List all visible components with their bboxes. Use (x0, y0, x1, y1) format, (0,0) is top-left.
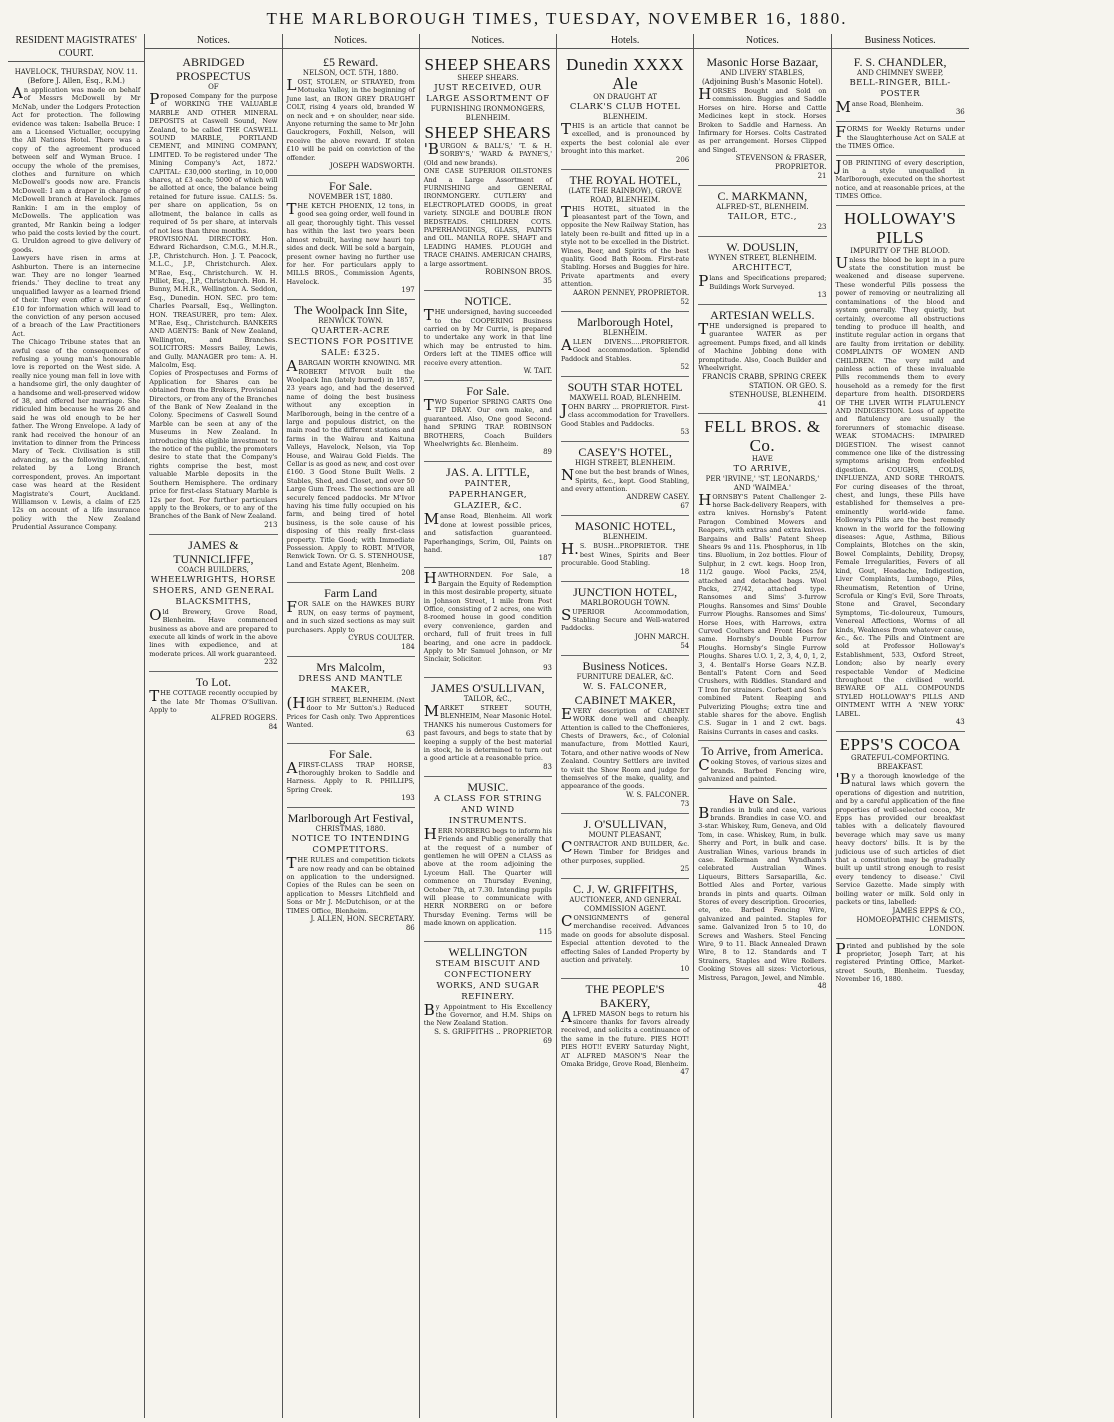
advertisement (836, 206, 965, 732)
ad-title: NOTICE. (464, 294, 512, 309)
ad-title: C. MARKMANN, (717, 189, 808, 204)
ad-num: 35 (543, 277, 552, 286)
ad-body: 'By a thorough knowledge of the natural laws which govern the operations of digestion and nutrition, and by a careful application of the fine properties of well-selected cocoa, Mr Epps has provided our breakfast tables with a delicately flavoured beverage which may save us many heavy doctors' bills. It is by the judicious use of such articles of diet that a constitution may be gradually built up until strong enough to resist every tendency to disease.' Civil Service Gazette. Made simply with boiling water or milk. Sold only in packets or tins, labelled: (835, 770, 965, 907)
advertisement (287, 52, 415, 176)
advertisement (561, 516, 689, 581)
advertisement (424, 678, 552, 777)
ad-body: Printed and published by the sole proprietor, Joseph Tarr, at his registered Printing Office, Market-street South, Blenheim. Tuesday, November 16, 1880. (835, 939, 965, 984)
ad-num: 13 (817, 291, 827, 300)
ad-num: 43 (955, 718, 965, 726)
column-6 (694, 34, 831, 1418)
ad-sig: AARON PENNEY, PROPRIETOR. (572, 288, 690, 297)
ad-body: (HIGH STREET, BLENHEIM. (Next door to Mr Sutton's.) Reduced Prices for Cash only. Two Apprentices Wanted. (286, 693, 415, 730)
ad-sig: FRANCIS CRABB, SPRING CREEK STATION. OR GEO. S. STENHOUSE, BLENHEIM. (702, 372, 827, 399)
ad-title: SHEEP SHEARS (424, 123, 552, 142)
ad-body: SUPERIOR Accommodation, Stabling Secure and Well-watered Paddocks. (561, 605, 690, 633)
advertisement (424, 777, 552, 942)
ad-title: ABRIDGED PROSPECTUS (176, 55, 251, 83)
advertisement (424, 381, 552, 462)
ad-title: Mrs Malcolm, (316, 659, 385, 674)
ad-body: ABARGAIN WORTH KNOWING. MR ROBERT M'IVOR built the Woolpack Inn (lately burned) in 1857, 23 years ago, and had the deserved name of doing the best business without any exception in Marlborough, being in the centre of a large and populous district, on the main road to the different stations and farms in the Wairau and Kaituna Valleys, Havelock, Nelson, via Top House, and Wairau Gold Fields. The Cellar is as good as new, and cost over £160. 3 Good Stone Built Wells. 2 Stables, Shed, and Closet, and over 50 Large Gum Trees. The sections are all securely fenced paddocks. Mr M'Ivor having his time fully occupied on his farm, and being tired of hotel business, is the sole cause of his disposing of this really first-class property. Title Good; with Immediate Possession. Apply to ROBT. M'IVOR, Renwick Town. Or G. S. STENHOUSE, Land and Estate Agent, Blenheim. (286, 357, 415, 569)
ad-num: 54 (680, 641, 690, 650)
ad-body: Manse Road, Blenheim. All work done at lowest possible prices, and satisfaction guaranteed. Paperhangings, Scrim, Oil, Paints on hand. (423, 510, 552, 554)
ad-sub: PER 'IRVINE,' 'ST. LEONARDS,' AND 'WAIMEA.' (705, 474, 820, 492)
ad-body: Proposed Company for the purpose of WORKING THE VALUABLE MARBLE AND OTHER MINERAL DEPOSITS at Caswell Sound, New Zealand, to be called THE CASWELL SOUND MARBLE, PORTLAND CEMENT, and MINING COMPANY, LIMITED. To be registered under 'The Mining Company's Act, 1872.' CAPITAL: £30,000 sterling, in 10,000 shares, at £3 each; 5000 of which will be allotted at once, the balance being retained for future issue. CALLS: 5s. per share on application, 5s on allotment, the balance in calls as required of 5s per share, at intervals of not less than three months. (149, 90, 278, 235)
ad-body: An application was made on behalf of Messrs McDowell by Mr McNab, under the Lodgers Protection Act for protection. The following evidence was taken: Isabella Bruce: I am a Licensed Victualler, occupying the All Nations Hotel. There was a copy of the agreement produced between self and Wyman Bruce. I occupy the whole of the premises, clothes and furniture on which McDowell's goods now are. Francis McDowell: I am a draper in charge of McDowell branch at Havelock. James Rankin: I am in the employ of McDowells. The application was granted, Mr Rankin being a lodger who paid the costs levied by the court. G. Uruldon agreed to give delivery of goods. (12, 84, 141, 254)
ad-body: THE COTTAGE recently occupied by the late Mr Thomas O'Sullivan. Apply to (149, 687, 278, 714)
ad-title: SHEEP SHEARS (424, 55, 552, 74)
ad-body: By Appointment to His Excellency the Governor, and H.M. Ships on the New Zealand Station. (423, 1000, 552, 1028)
ad-num: 41 (817, 399, 827, 408)
ad-sig: STEVENSON & FRASER, PROPRIETOR. (735, 154, 827, 172)
advertisement (561, 814, 689, 879)
ad-sub: ON DRAUGHT AT (593, 93, 658, 101)
ad-sig: J. ALLEN, HON. SECRETARY. (310, 915, 415, 923)
ad-title: CABINET MAKER, (574, 692, 676, 707)
ad-num: 73 (680, 799, 690, 808)
advertisement (698, 305, 826, 413)
ad-num: 93 (543, 663, 552, 672)
ad-num: 18 (680, 567, 690, 576)
ad-num: 86 (405, 924, 415, 932)
advertisement (836, 939, 965, 988)
column-heading: Notices. (694, 34, 830, 49)
ad-sig: ALFRED ROGERS. (210, 714, 278, 723)
ad-title: ARCHITECT, (732, 263, 793, 274)
advertisement (12, 65, 140, 536)
ad-title: BELL-RINGER, BILL-POSTER (849, 78, 951, 99)
ad-body: FOR SALE on the HAWKES BURY RUN, on easy terms of payment, and in such sized sections as may suit purchasers. Apply to (286, 598, 415, 634)
ad-body: HORNSBY'S Patent Challenger 2-horse Back-delivery Reapers, with extra knives. Hornsby's Patent Paragon Combined Mowers and Reapers, with extras and extra knives. Bargains and Balls' Patent Sheep Shears 9s and 11s. Phosphorus, in 1lb tins. Bluolium, in 2oz bottles. Flour of Sulphur, in 2 cwt. kegs. Hoop Iron, 11/2 gauge. Wool Packs, 25/4, attached and detached bags. Wool Packs, 27/42, attached type. Ransomes and Sims' 3-furrow Ploughs. Ransomes and Sims' Double Furrow Ploughs. Ransomes and Sims' Horse Hoes, with Harrows, extra Curved Coulters and Front Hoes for same. Hornsby's Double Furrow Ploughs. Hornsby's Single Furrow Ploughs. Shares U.O. 1, 2, 3, 4, 0, 1, 2, 3, 4. Bentall's Horse Gears N.Z.B. Bentall's Patent Corn and Seed Crushers, with Riddles. Standard and T Iron for strainers. Corbett and Son's combined Patent Reaping and Pulverizing Ploughs; extra tine and stable shares for the above. English C.S. Sugar in 1 and 2 cwt. bags. Raisins Currants in cases and casks. (698, 490, 827, 736)
column-2 (145, 34, 282, 1418)
ad-body: AFIRST-CLASS TRAP HORSE, thoroughly broken to Saddle and Harness. Apply to R. PHILLIPS, Spring Creek. (286, 758, 415, 794)
ad-sub: IMPURITY OF THE BLOOD. (850, 246, 950, 255)
ad-num: 52 (680, 297, 690, 306)
advertisement (149, 672, 277, 736)
column-heading: Notices. (283, 34, 419, 49)
ad-body: THE undersigned is prepared to guarantee WATER as per agreement. Pumps fixed, and all kinds of Machine Jobbing done with promptitude. Also, Coach Builder and Wheelwright. (698, 320, 827, 373)
ad-sub: BLENHEIM. (602, 533, 648, 542)
ad-title: The Woolpack Inn Site, (293, 303, 408, 318)
ad-sub: BLENHEIM. (602, 328, 648, 337)
ad-body: Lawyers have risen in arms at Ashburton. There is an internecine war. They are no longer 'learned friends.' They decline to treat any unqualified lawyer as a learned friend of their. They even offer a reward of £10 for information which will lead to the conviction of any person accused of a breach of the Law Practitioners Act. (12, 254, 141, 338)
ad-num: 25 (680, 865, 690, 874)
advertisement (698, 789, 826, 996)
advertisement (561, 582, 689, 656)
ad-sig: S. S. GRIFFITHS .. PROPRIETOR (434, 1027, 552, 1036)
ad-title: ARTESIAN WELLS. (710, 308, 815, 323)
ad-num: 115 (538, 927, 552, 936)
ad-body: Plans and Specifications prepared; Buildings Work Surveyed. (698, 272, 827, 291)
ad-num: 187 (538, 554, 552, 563)
ad-sub: ALFRED-ST., BLENHEIM. (716, 203, 809, 212)
advertisement (561, 442, 689, 516)
column-heading: Hotels. (557, 34, 693, 49)
ad-sub: CHRISTMAS, 1880. (315, 825, 386, 834)
advertisement (836, 156, 965, 206)
advertisement (424, 568, 552, 677)
ad-body: CONTRACTOR AND BUILDER, &c. Hewn Timber for Bridges and other purposes, supplied. (561, 837, 690, 865)
ad-title: JAMES & TUNNICLIFFE, (173, 537, 254, 566)
ad-num: 47 (680, 1068, 690, 1077)
advertisement (287, 657, 415, 744)
ad-num: 206 (675, 155, 690, 164)
ad-sub: (Before J. Allen, Esq., R.M.) (27, 77, 125, 85)
ad-sub: MARLBOROUGH TOWN. (580, 598, 670, 607)
ad-title: HOLLOWAY'S PILLS (843, 208, 957, 247)
ad-title: JAMES O'SULLIVAN, (431, 680, 545, 695)
ad-body: Unless the blood be kept in a pure state the constitution must be weakened and disease supervene. These wonderful Pills possess the power of removing or neutralizing all contaminations of the blood and system generally. They quietly, but certainly, overcome all obstructions tending to produce ill health, and institute regular action in organs that are faulty from irritation or debility. COMPLAINTS OF WOMEN AND CHILDREN. The very mild and painless action of these invaluable Pills recommends them to every household as a remedy for the first departure from health. DISORDERS OF THE LIVER WITH FLATULENCY AND INDIGESTION. Loss of appetite and flatulency are usually the forerunners of stomachic disease. WEAK STOMACHS: IMPAIRED DIGESTION. The wisest cannot commence one like of the distressing symptoms arising from enfeebled digestion. COUGHS, COLDS, INFLUENZA, AND SORE THROATS. For curing diseases of the throat, chest, and lungs, these Pills have established for themselves a pre-eminently world-wide fame. Holloway's Pills are the best remedy known in the world for the following diseases: Ague, Asthma, Bilious Complaints, Blotches on the skin, Bowel Complaints, Debility, Dropsy, Female Irregularities, Fevers of all kind, Gout, Headache, Indigestion, Liver Complaints, Lumbago, Piles, Rheumatism, Retention of Urine, Scrofula or King's Evil, Sore Throats, Stone and Gravel, Secondary Symptoms, Tic-doloureux, Tumours, Venereal Affections, Worms of all kinds, Weakness from whatever cause, &c., &c. The Pills and Ointment are sold at Professor Holloway's Establishment, 533, Oxford Street, London; also by nearly every respectable Vendor of Medicine throughout the civilised world. BEWARE OF ALL COMPOUNDS STYLED HOLLOWAY'S PILLS AND OINTMENT WITH A 'NEW YORK' LABEL. (835, 253, 965, 718)
ad-title: A CLASS FOR STRING AND WIND INSTRUMENTS. (433, 793, 542, 826)
ad-title: JAS. A. LITTLE, (446, 465, 530, 480)
ad-title: THE ROYAL HOTEL, (569, 172, 681, 187)
ad-sig: W. S. FALCONER. (626, 790, 690, 799)
ad-title: W. S. FALCONER, (583, 681, 668, 692)
ad-body: Manse Road, Blenheim. (835, 98, 924, 116)
advertisement (561, 879, 689, 978)
advertisement (287, 808, 415, 937)
advertisement (149, 52, 277, 535)
ad-body: H.S. BUSH...PROPRIETOR. THE best Wines, Spirits and Beer procurable. Good Stabling. (561, 540, 690, 568)
ad-body: THE KETCH PHOENIX, 12 tons, in good sea going order, well found in all gear, thoroughly tight. This vessel has within the last two years been almost rebuilt, having new hauri top sides and deck. Will be sold a bargain, present owner having no further use for her. For particulars apply to MILLS BROS., Commission Agents, Havelock. (286, 200, 415, 286)
ad-sub: HAVELOCK, THURSDAY, NOV. 11. (14, 68, 138, 76)
ad-num: 193 (401, 794, 415, 803)
ad-body: None but the best brands of Wines, Spirits, &c., kept. Good Stabling, and every attention. (561, 466, 690, 493)
ad-title: Farm Land (324, 586, 378, 601)
advertisement (561, 312, 689, 377)
ad-num: 23 (817, 223, 827, 232)
ad-title: For Sale. (328, 179, 373, 194)
ad-body: The Chicago Tribune states that an awful case of the consequences of refusing a young man's honourable love is reported on the West side. A really nice young man fell in love with a handsome girl, the only daughter of a handsome and well-preserved widow of 38, and offered her marriage. She ridiculed him because he was 26 and said he was old enough to be her father. The Wrong Envelope. A lady of rank had received the honour of an invitation to dinner from the Princess Mary of Teck. Civilisation is still advancing, as the following incident, related by a Long Branch correspondent, proves. An important case was heard at the Resident Magistrate's Court, Auckland. Williamson v. Lewis, a claim of £25 12s on account of a life insurance policy with the New Zealand Prudential Assurance Company. (12, 338, 141, 532)
ad-body: ALLEN DIVENS.....PROPRIETOR. Good accommodation. Splendid Paddock and Stables. (561, 335, 690, 363)
ad-body: EVERY description of CABINET WORK done well and cheaply. Attention is called to the Cheffonieres, Chests of Drawers, &c., of Colonial manufacture, from Mottled Kauri, Totara, and other native woods of New Zealand. Country Settlers are invited to visit the Show Room and judge for themselves of the make, quality, and appearance of the goods. (561, 704, 690, 791)
advertisement (561, 656, 689, 814)
ad-sub: GRATEFUL-COMFORTING. (851, 754, 950, 762)
ad-body: THIS HOTEL, situated in the pleasantest part of the Town, and opposite the New Railway Station, has lately been re-built and fitted up in a style not to be excelled in the District. Wines, Beer, and Spirits of the best quality. Good Bath Room. First-rate Stabling. Horses and Buggies for hire. Private apartments and every attention. (561, 202, 690, 289)
ad-sig: CYRUS COULTER. (348, 633, 415, 642)
ad-sub: (Adjoining Bush's Masonic Hotel). (701, 78, 823, 86)
ad-title: DRESS AND MANTLE MAKER, (298, 673, 403, 695)
column-heading: Business Notices. (832, 34, 969, 49)
ad-title: Have on Sale. (728, 791, 796, 806)
ad-title: THE PEOPLE'S BAKERY, (585, 981, 665, 1010)
ad-body: PROVISIONAL DIRECTORY. Hon. Edward Richardson, C.M.G., M.H.R., J.P., Christchurch. Hon. J. T. Peacock, M.L.C., J.P., Christchurch. Alex. M'Rae, Esq., Christchurch. W. H. Pilliet, Esq., J.P., Christchurch. Hon. H. Bunny, M.H.R., Wellington. A. Seddon, Esq., Dunedin. HON. SEC. pro tem: Charles Pearsall, Esq., Wellington. HON. TREASURER, pro tem: Alex. M'Rae, Esq., Christchurch. BANKERS AND AGENTS: Bank of New Zealand, Wellington, and Branches. SOLICITORS: Messrs Bailey, Lewis, and Gully. MANAGER pro tem: A. H. Malcolm, Esq. (149, 234, 278, 369)
advertisement (424, 462, 552, 568)
ad-sub: FURNISHING IRONMONGERS, BLENHEIM. (430, 105, 545, 122)
ad-sub: AUCTIONEER, AND GENERAL COMMISSION AGENT. (569, 896, 681, 914)
ad-sub: BREAKFAST. (877, 763, 924, 771)
ad-sub: NELSON, OCT. 5TH, 1880. (302, 69, 399, 77)
advertisement (287, 300, 415, 583)
ad-title: EPPS'S COCOA (839, 735, 961, 754)
column-heading: Notices. (145, 34, 281, 49)
ad-sub: OF (208, 83, 219, 91)
ad-sig: ROBINSON BROS. (485, 268, 552, 277)
advertisement (561, 52, 689, 170)
ad-body: Brandies in bulk and case, various brands. Brandies in case V.O. and 3-star. Whiskey, Rum, Geneva, and Old Tom, in case. Whiskey, Rum, in bulk. Sherry and Port, in bulk and case. Australian Wines, various brands in case. Kellerman and Wyndham's celebrated Australian Wines. Liqueurs, Bitters Sarsaparilla, &c. Bottled Ales and Porter, various brands in pints and quarts. Oilman Stores of every description. Groceries, ete, ete. Barbed Fencing Wire, galvanized and painted. Staples for same. Galvanized Iron 5 to 10, do Screws and Washers. Steel Fencing Wire, 9 to 11. Black Annealed Drawn Wire, 8 to 12. Standards and T Strainers, Staples and Wire Rollers. Cooking Stoves all sizes: Victorious, Mistress, Paragon, Jewel, and Nimble. (698, 803, 827, 982)
ad-sub: COACH BUILDERS, (177, 565, 249, 574)
ad-body: THIS is an article that cannot be excelled, and is pronounced by experts the best colonial ale ever brought into this market. (561, 120, 690, 156)
advertisement (424, 942, 552, 1050)
advertisement (287, 176, 415, 300)
ad-title: Marlborough Hotel, (577, 314, 674, 329)
ad-sub: MAXWELL ROAD, BLENHEIM. (569, 393, 681, 402)
ad-body: HORSES Bought and Sold on commission. Buggies and Saddle Horses on hire. Horse and Cattle Medicines kept in stock. Horses Broken to Saddle and Harness. An Infirmary for Horses. Colts Castrated as per arrangement. Horses Clipped and Singed. (698, 85, 827, 154)
ad-sub: MOUNT PLEASANT, (588, 830, 662, 839)
ad-num: 63 (405, 729, 415, 738)
advertisement (561, 377, 689, 442)
ad-num: 84 (268, 723, 278, 732)
advertisement (149, 535, 277, 672)
ad-body: HAWTHORNDEN. For Sale, a Bargain the Equity of Redemption in this most desirable property, situate in Johnson Street, 1 mile from Post Office, consisting of 2 acres, one with 8-roomed house in good condition every convenience, garden and orchard, full of fruit trees in full bearing, and one acre in paddock. Apply to Mr Samuel Johnson, or Mr Sinclair, Solicitor. (423, 569, 552, 664)
ad-sig: ANDREW CASEY. (626, 493, 690, 502)
ad-title: TAILOR, ETC., (727, 212, 797, 223)
ad-title: TO ARRIVE, (733, 463, 792, 474)
ad-body: TWO Superior SPRING CARTS One TIP DRAY. Our own make, and guaranteed. Also, One good Second-hand SPRING TRAP. ROBINSON BROTHERS, Coach Builders Wheelwrights &c. Blenheim. (423, 395, 552, 448)
ad-title: WHEELWRIGHTS, HORSE SHOERS, AND GENERAL BLACKSMITHS, (150, 574, 276, 607)
ad-sig: JOHN MARCH. (635, 632, 690, 641)
advertisement (287, 744, 415, 809)
ad-title: JUST RECEIVED, OUR LARGE ASSORTMENT OF (426, 83, 550, 104)
ad-title: To Arrive, from America. (701, 744, 824, 759)
ad-sub: AND LIVERY STABLES, (720, 69, 805, 77)
advertisement (424, 291, 552, 381)
ad-title: SOUTH STAR HOTEL (567, 379, 683, 394)
ad-num: 53 (680, 428, 690, 437)
advertisement (561, 170, 689, 312)
ad-sig: JOSEPH WADSWORTH. (329, 162, 415, 171)
ad-num: 10 (680, 964, 690, 973)
masthead: THE MARLBOROUGH TIMES, TUESDAY, NOVEMBER 16, 1880. (266, 9, 848, 28)
ad-num: 21 (817, 172, 827, 181)
ad-title: Masonic Horse Bazaar, (706, 55, 819, 69)
ad-num: 213 (264, 520, 278, 529)
ad-sub: (LATE THE RAINBOW), GROVE ROAD, BLENHEIM. (568, 186, 682, 204)
ad-num: 89 (543, 448, 552, 457)
advertisement (698, 414, 826, 742)
ad-title: For Sale. (328, 746, 373, 761)
ad-body: 'BURGON & BALL'S,' 'T. & H. SORBY'S,' 'WARD & PAYNE'S,' (Old and new brands). (423, 140, 552, 167)
ad-num: 36 (955, 108, 965, 117)
advertisement (287, 583, 415, 657)
ad-sub: HAVE (751, 454, 773, 463)
ad-title: Business Notices. (582, 658, 668, 673)
ad-body: CONSIGNMENTS of general merchandise received. Advances made on goods for absolute disposal. Especial attention devoted to the effecting Sales of Landed Property by auction and privately. (561, 912, 690, 965)
ad-sub: AND CHIMNEY SWEEP, (857, 69, 944, 77)
ad-title: Dunedin XXXX Ale (566, 55, 685, 93)
ad-title: NOTICE TO INTENDING COMPETITORS. (291, 834, 410, 856)
ad-title: MASONIC HOTEL, (574, 519, 676, 534)
column-3 (283, 34, 420, 1418)
ad-num: 184 (401, 642, 415, 651)
advertisement (561, 979, 689, 1082)
advertisement (698, 52, 826, 186)
ad-sig: JAMES EPPS & CO., HOMOEOPATHIC CHEMISTS, LONDON. (856, 906, 965, 933)
ad-title: To Lot. (195, 675, 231, 690)
ad-title: STEAM BISCUIT AND CONFECTIONERY WORKS, AND SUGAR REFINERY. (435, 958, 541, 1002)
column-heading: Notices. (420, 34, 556, 49)
ad-sub: BLENHEIM. (602, 113, 648, 121)
advertisement (424, 52, 552, 291)
ad-title: Marlborough Art Festival, (287, 811, 414, 826)
columns-container (8, 34, 1106, 1418)
ad-num: 208 (401, 569, 415, 578)
advertisement (698, 741, 826, 788)
column-4 (420, 34, 557, 1418)
ad-title: MUSIC. (467, 779, 509, 794)
ad-title: PAINTER, PAPERHANGER, GLAZIER, &C. (448, 479, 528, 512)
ad-title: F. S. CHANDLER, (853, 55, 947, 69)
column-7 (832, 34, 969, 1418)
ad-num: 52 (680, 362, 690, 371)
ad-body: JOHN BARRY ... PROPRIETOR. First-class accommodation for Travellers. Good Stables and Paddocks. (561, 400, 690, 428)
ad-title: For Sale. (466, 383, 510, 398)
ad-body: THE RULES and competition tickets are now ready and can be obtained on application to the undersigned. Copies of the Rules can be seen on application to Messrs Litchfield and Sons or Mr J. McDutchison, or at the TIMES Office, Blenheim. (286, 854, 415, 915)
ad-body: JOB PRINTING of every description, in a style unequalled in Marlborough, executed on the shortest notice, and at reasonable prices, at the TIMES Office. (835, 156, 965, 201)
ad-sub: HIGH STREET, BLENHEIM. (575, 459, 676, 468)
advertisement (698, 186, 826, 237)
column-5 (557, 34, 694, 1418)
ad-body: THE undersigned, having succeeded to the COOPERING Business carried on by Mr Currie, is prepared to undertake any work in that line which may be entrusted to him. Orders left at the TIMES office will receive every attention. (423, 306, 552, 367)
ad-num: 232 (264, 658, 278, 667)
ad-body: Copies of Prospectuses and Forms of Application for Shares can be obtained from the Brokers, Provisional Directors, or from any of the Branches of the Bank of New Zealand in the Colony. Specimens of Caswell Sound Marble can be seen at any of the Museums in New Zealand. In introducing this eligible investment to the notice of the public, the promoters desire to state that the Company's rights comprise the best, most valuable Marble deposits in the Southern Hemisphere. The ordinary price for first-class Statuary Marble is 12s per foot. For further particulars apply to the Brokers, or to any of the Branches of the Bank of New Zealand. (149, 369, 278, 521)
ad-title: QUARTER-ACRE SECTIONS FOR POSITIVE SALE: £325. (287, 326, 414, 359)
ad-sub: FURNITURE DEALER, &C. (576, 672, 674, 681)
ad-num: 197 (401, 286, 415, 295)
advertisement (836, 732, 965, 939)
ad-title: CASEY'S HOTEL, (578, 445, 672, 460)
ad-sub: RENWICK TOWN. (318, 317, 384, 326)
ad-num: 69 (543, 1036, 552, 1045)
ad-body: Cooking Stoves, of various sizes and brands. Barbed Fencing wire, galvanized and painted. (698, 756, 827, 784)
ad-title: CLARK'S CLUB HOTEL (569, 102, 681, 112)
ad-title: W. DOUSLIN, (726, 240, 799, 255)
column-1 (8, 34, 145, 1418)
ad-sub: WYNEN STREET, BLENHEIM. (707, 254, 817, 263)
advertisement (698, 237, 826, 305)
ad-title: J. O'SULLIVAN, (583, 816, 667, 831)
ad-sub: NOVEMBER 1ST, 1880. (308, 193, 393, 202)
advertisement (836, 52, 965, 122)
ad-body: MARKET STREET SOUTH, BLENHEIM, Near Masonic Hotel. THANKS his numerous Customers for past favours, and begs to state that by keeping a supply of the best material in stock, he is determined to turn out a good article at a reasonable price. (423, 701, 552, 763)
ad-title: FELL BROS. & Co. (704, 416, 821, 455)
ad-sub: TAILOR, &C., (463, 694, 512, 703)
ad-body: HERR NORBERG begs to inform his Friends and Public generally that at the request of a number of gentlemen he will OPEN a CLASS as above at the room adjoining the Lyceum Hall. The Quarter will commence on Thursday Evening, October 7th, at 7.30. Intending pupils will please to communicate with HERR NORBERG on or before Thursday Evening. Terms will be made known on application. (423, 824, 552, 928)
ad-sig: W. TAIT. (523, 366, 552, 375)
ad-body: Old Brewery, Grove Road, Blenheim. Have commenced business as above and are prepared to execute all kinds of work in the above lines with expedience, and at moderate prices. All work guaranteed. (149, 605, 278, 658)
ad-body: ONE CASE SUPERIOR OILSTONES And a Large Assortment of FURNISHING and GENERAL IRONMONGERY. CUTLERY and ELECTROPLATED GOODS, in great variety. SINGLE and DOUBLE IRON BEDSTEADS. CHILDREN COTS. PAPERHANGINGS, GLASS, PAINTS and OIL. MANILA ROPE. SHAFT and LEADING HAMES. PLOUGH and TRACE CHAINS. AMERICAN CHAIRS, a large assortment. (423, 167, 552, 268)
ad-title: £5 Reward. (322, 55, 379, 69)
ad-body: LOST, STOLEN, or STRAYED, from Motueka Valley, in the beginning of June last, an IRON GREY DRAUGHT COLT, rising 4 years old, branded W on neck and + on shoulder, near side. Anyone returning the same to Mr John Gauckrogers, Foxhill, Nelson, will receive the above reward. If stolen £10 will be paid on conviction of the offender. (286, 76, 415, 162)
ad-title: WELLINGTON (448, 944, 528, 959)
ad-num: 48 (817, 982, 827, 991)
ad-body: FORMS for Weekly Returns under the Slaughterhouse Act on SALE at the TIMES Office. (835, 123, 965, 151)
ad-sub: SHEEP SHEARS. (457, 74, 519, 82)
ad-num: 67 (680, 502, 690, 511)
ad-num: 83 (543, 762, 552, 771)
ad-title: JUNCTION HOTEL, (573, 584, 678, 599)
ad-body: ALFRED MASON begs to return his sincere thanks for favors already received, and solicits a continuance of the same in the future. PIES HOT! PIES HOT!! EVERY Saturday Night, AT ALFRED MASON'S Near the Omaka Bridge, Grove Road, Blenheim. (561, 1007, 690, 1068)
ad-title: C. J. W. GRIFFITHS, (572, 882, 678, 897)
advertisement (836, 122, 965, 155)
column-heading: RESIDENT MAGISTRATES' COURT. (8, 34, 144, 62)
